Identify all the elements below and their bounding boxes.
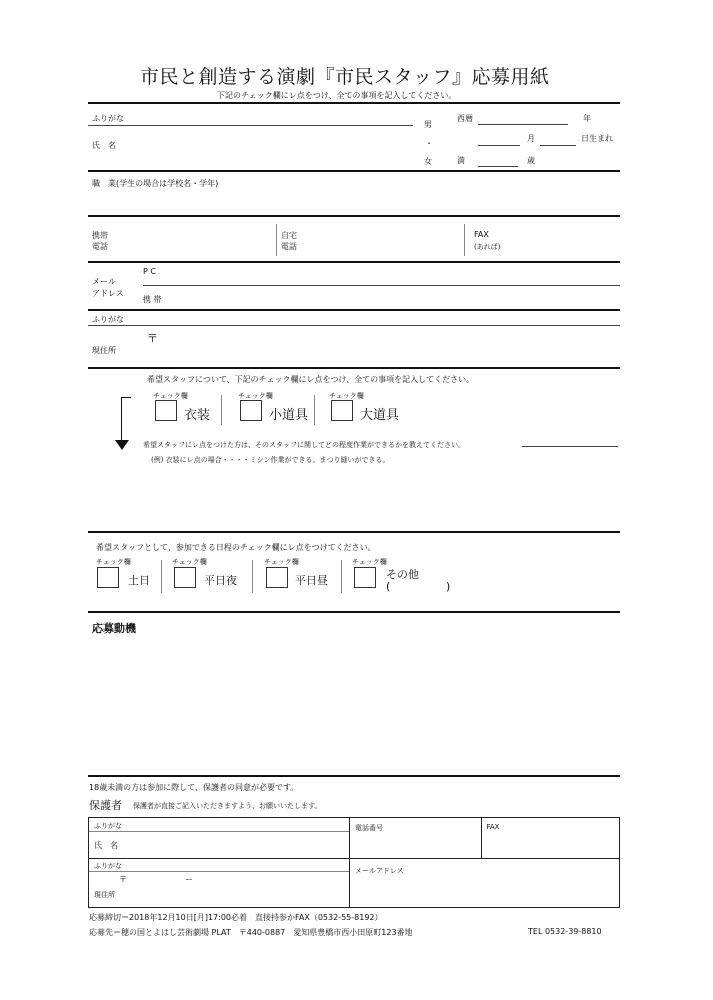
checkbox-props[interactable]: [240, 400, 262, 421]
option-set: 大道具: [360, 408, 400, 423]
email-mobile-label: 携 帯: [143, 295, 162, 304]
guardian-fax-cell[interactable]: [481, 818, 620, 859]
staff-note-1: 希望スタッフにレ点をつけた方は、そのスタッフに関してどの程度作業ができるかを教えてください。: [143, 441, 465, 449]
man-label: 満: [457, 156, 465, 165]
mobile-label-2: 電話: [92, 242, 108, 251]
motive-label: 応募動機: [92, 622, 136, 635]
arrow-corner: [121, 397, 131, 398]
check-tag: チェック欄: [153, 392, 188, 400]
guardian-table: [88, 817, 620, 908]
page-title: 市民と創造する演劇『市民スタッフ』応募用紙: [140, 66, 550, 88]
guardian-phone-label: 電話番号: [355, 824, 383, 832]
divider: [341, 560, 342, 593]
divider: [88, 125, 413, 126]
divider: [88, 611, 620, 613]
divider: [88, 215, 620, 217]
birth-day-field[interactable]: [540, 133, 576, 146]
checkbox-other[interactable]: [354, 567, 376, 588]
check-tag: チェック欄: [329, 392, 364, 400]
divider: [88, 102, 620, 104]
birth-month-field[interactable]: [478, 133, 520, 146]
guardian-note: 18歳未満の方は参加に際して、保護者の同意が必要です。: [89, 783, 299, 792]
birth-year-field[interactable]: [478, 112, 568, 125]
option-props: 小道具: [269, 408, 309, 423]
guardian-address-label: 現住所: [94, 891, 115, 899]
skill-line[interactable]: [522, 446, 618, 447]
footer-deadline: 応募締切＝2018年12月10日[月]17:00必着 直接持参かFAX（0532-55-8192）: [89, 913, 383, 922]
checkbox-costume[interactable]: [155, 400, 177, 421]
guardian-subnote: 保護者が直接ご記入いただきますよう、お願いいたします。: [133, 802, 322, 810]
check-tag: チェック欄: [238, 392, 273, 400]
schedule-instruction: 希望スタッフとして、参加できる日程のチェック欄にレ点をつけてください。: [96, 543, 376, 552]
email-pc-label: P C: [143, 267, 156, 276]
birth-label: 日生まれ: [581, 134, 613, 143]
name-label: 氏 名: [92, 141, 116, 150]
arrow-down-icon: [115, 440, 129, 450]
option-weekday-day: 平日昼: [295, 574, 328, 587]
footer-address: 応募先＝穂の国とよはし芸術劇場 PLAT 〒440-0887 愛知県豊橋市西小田原町123番地: [89, 928, 413, 937]
home-phone-label-2: 電話: [281, 242, 297, 251]
email-label-2: アドレス: [92, 289, 124, 298]
age-field[interactable]: [478, 154, 518, 167]
divider: [88, 261, 620, 263]
option-costume: 衣装: [184, 408, 211, 423]
age-label: 歳: [527, 156, 535, 165]
divider: [252, 560, 253, 593]
motive-input[interactable]: [88, 638, 620, 770]
guardian-fax-label: FAX: [486, 823, 500, 831]
staff-note-2: (例) 衣装にレ点の場合・・・・ミシン作業ができる。まつり縫いができる。: [151, 456, 390, 464]
divider: [143, 285, 620, 286]
divider: [464, 224, 465, 256]
postal-mark: 〒: [147, 332, 158, 345]
guardian-address-cell[interactable]: [89, 859, 350, 908]
checkbox-set[interactable]: [331, 400, 353, 421]
option-other: その他: [386, 568, 419, 581]
home-phone-label-1: 自宅: [281, 231, 297, 240]
divider: [314, 395, 315, 425]
guardian-email-cell[interactable]: [350, 859, 620, 908]
gender-dot: ・: [425, 139, 433, 148]
fax-note: (あれば): [474, 243, 501, 251]
checkbox-weekday-night[interactable]: [174, 567, 196, 588]
gender-female[interactable]: 女: [424, 157, 432, 166]
guardian-furigana-label: ふりがな: [94, 822, 122, 830]
paren-open: (: [386, 580, 391, 593]
guardian-name-cell[interactable]: [89, 818, 350, 859]
option-weekend: 土日: [128, 574, 150, 587]
check-tag: チェック欄: [352, 558, 387, 566]
staff-instruction: 希望スタッフについて、下記のチェック欄にレ点をつけ、全ての事項を記入してください。: [147, 375, 475, 384]
guardian-phone-cell[interactable]: [350, 818, 482, 859]
guardian-title: 保護者: [89, 799, 122, 812]
divider: [88, 325, 620, 326]
gender-male[interactable]: 男: [424, 120, 432, 129]
divider: [276, 224, 277, 256]
divider: [161, 560, 162, 593]
divider: [221, 395, 222, 425]
email-label-1: メール: [92, 277, 116, 286]
guardian-name-label: 氏 名: [94, 841, 118, 850]
guardian-email-label: メールアドレス: [355, 867, 404, 875]
guardian-postal-mark: 〒: [119, 875, 127, 884]
fax-label: FAX: [474, 230, 489, 239]
divider: [88, 309, 620, 311]
footer-tel: TEL 0532-39-8810: [528, 927, 602, 936]
check-tag: チェック欄: [96, 558, 131, 566]
check-tag: チェック欄: [172, 558, 207, 566]
furigana-label: ふりがな: [92, 114, 124, 123]
checkbox-weekend[interactable]: [97, 567, 119, 588]
arrow-line: [121, 397, 122, 442]
divider: [88, 170, 620, 172]
guardian-furigana2-label: ふりがな: [94, 862, 122, 870]
address-label: 現住所: [92, 346, 116, 355]
mobile-label-1: 携帯: [92, 231, 108, 240]
month-label: 月: [527, 134, 535, 143]
other-input[interactable]: [396, 580, 444, 594]
seireki-label: 西暦: [457, 114, 473, 123]
header-instruction: 下記のチェック欄にレ点をつけ、全ての事項を記入してください。: [217, 91, 457, 100]
divider: [88, 775, 620, 777]
year-label: 年: [583, 114, 591, 123]
guardian-postal-dash: ー: [185, 875, 193, 884]
check-tag: チェック欄: [264, 558, 299, 566]
divider: [88, 367, 620, 369]
option-weekday-night: 平日夜: [204, 574, 237, 587]
address-furigana-label: ふりがな: [92, 315, 124, 324]
job-label: 職 業(学生の場合は学校名・学年): [92, 179, 219, 188]
paren-close: ): [446, 580, 451, 593]
checkbox-weekday-day[interactable]: [266, 567, 288, 588]
divider: [88, 531, 620, 533]
